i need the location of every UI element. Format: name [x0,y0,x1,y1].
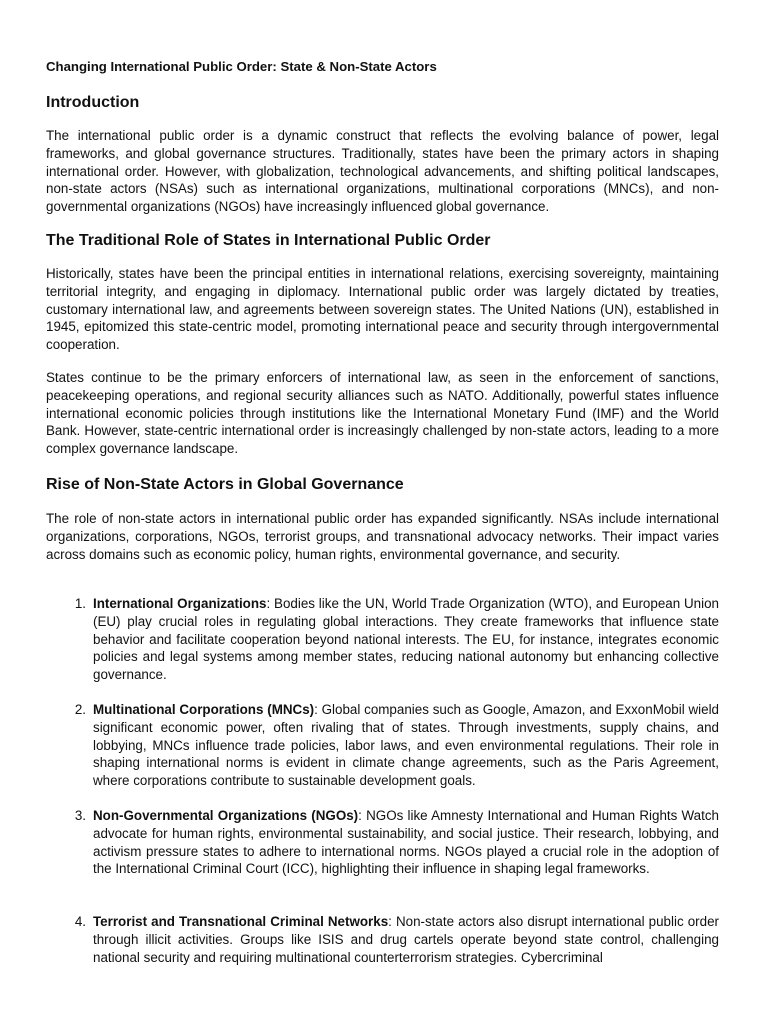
list-item-term: Multinational Corporations (MNCs) [93,702,315,717]
list-item-term: International Organizations [93,596,267,611]
list-item-text: : Bodies like the UN, World Trade Organization (WTO), and European Union (EU) play crucial roles in regulating global interactions. They create frameworks that influence state behavior and facilitate cooperation beyond national interests. The EU, for instance, integrates economic policies and legal systems among member states, reducing national autonomy but enhancing collective governance. [93,596,719,683]
non-state-actors-heading: Rise of Non-State Actors in Global Governance [46,476,404,493]
introduction-paragraph: The international public order is a dynamic construct that reflects the evolving balance of power, legal frameworks, and global governance structures. Traditionally, states have been the primary actors in shaping international order. However, with globalization, technological advancements, and shifting political landscapes, non-state actors (NSAs) such as international organizations, multinational corporations (MNCs), and non-governmental organizations (NGOs) have increasingly influenced global governance. [46,128,719,215]
list-item-text: : Global companies such as Google, Amazon, and ExxonMobil wield significant economic power, often rivaling that of states. Through investments, supply chains, and lobbying, MNCs influence trade policies, labor laws, and even environmental regulations. Their role in shaping international norms is evident in climate change agreements, such as the Paris Agreement, where corporations contribute to sustainable development goals. [93,702,720,789]
non-state-actors-paragraph: The role of non-state actors in international public order has expanded significantly. NSAs include international organizations, corporations, NGOs, terrorist groups, and transnational advocacy networks. Their impact varies across domains such as economic policy, human rights, environmental governance, and security. [46,511,719,562]
list-item-text: : Non-state actors also disrupt international public order through illicit activities. Groups like ISIS and drug cartels operate beyond state control, challenging national security and requiring multinational counterterrorism strategies. Cybercriminal [93,914,719,965]
traditional-role-heading: The Traditional Role of States in International Public Order [46,232,491,249]
list-item-number: 4. [74,914,86,929]
list-item-body [93,913,719,966]
traditional-role-paragraph-2: States continue to be the primary enforcers of international law, as seen in the enforcement of sanctions, peacekeeping operations, and regional security alliances such as NATO. Additionally, powerful states influence international economic policies through institutions like the International Monetary Fund (IMF) and the World Bank. However, state-centric international order is increasingly challenged by non-state actors, leading to a more complex governance landscape. [46,370,719,457]
introduction-heading: Introduction [46,94,140,111]
traditional-role-paragraph-1: Historically, states have been the principal entities in international relations, exercising sovereignty, maintaining territorial integrity, and engaging in diplomacy. International public order was largely dictated by treaties, customary international law, and agreements between sovereign states. The United Nations (UN), established in 1945, epitomized this state-centric model, promoting international peace and security through intergovernmental cooperation. [46,266,719,353]
list-item-term: Terrorist and Transnational Criminal Networks [93,914,389,929]
list-item-text: : NGOs like Amnesty International and Human Rights Watch advocate for human rights, environmental sustainability, and social justice. Their research, lobbying, and activism pressure states to adhere to international norms. NGOs played a crucial role in the adoption of the International Criminal Court (ICC), highlighting their influence in shaping legal frameworks. [93,808,719,877]
list-item-number: 2. [74,702,86,717]
list-item-body [93,807,719,878]
list-item-body [93,701,719,790]
document-title: Changing International Public Order: State & Non-State Actors [46,59,437,74]
list-item-number: 1. [74,596,86,611]
list-item-number: 3. [74,808,86,823]
list-item-body [93,595,719,684]
list-item-term: Non-Governmental Organizations (NGOs) [93,808,359,823]
